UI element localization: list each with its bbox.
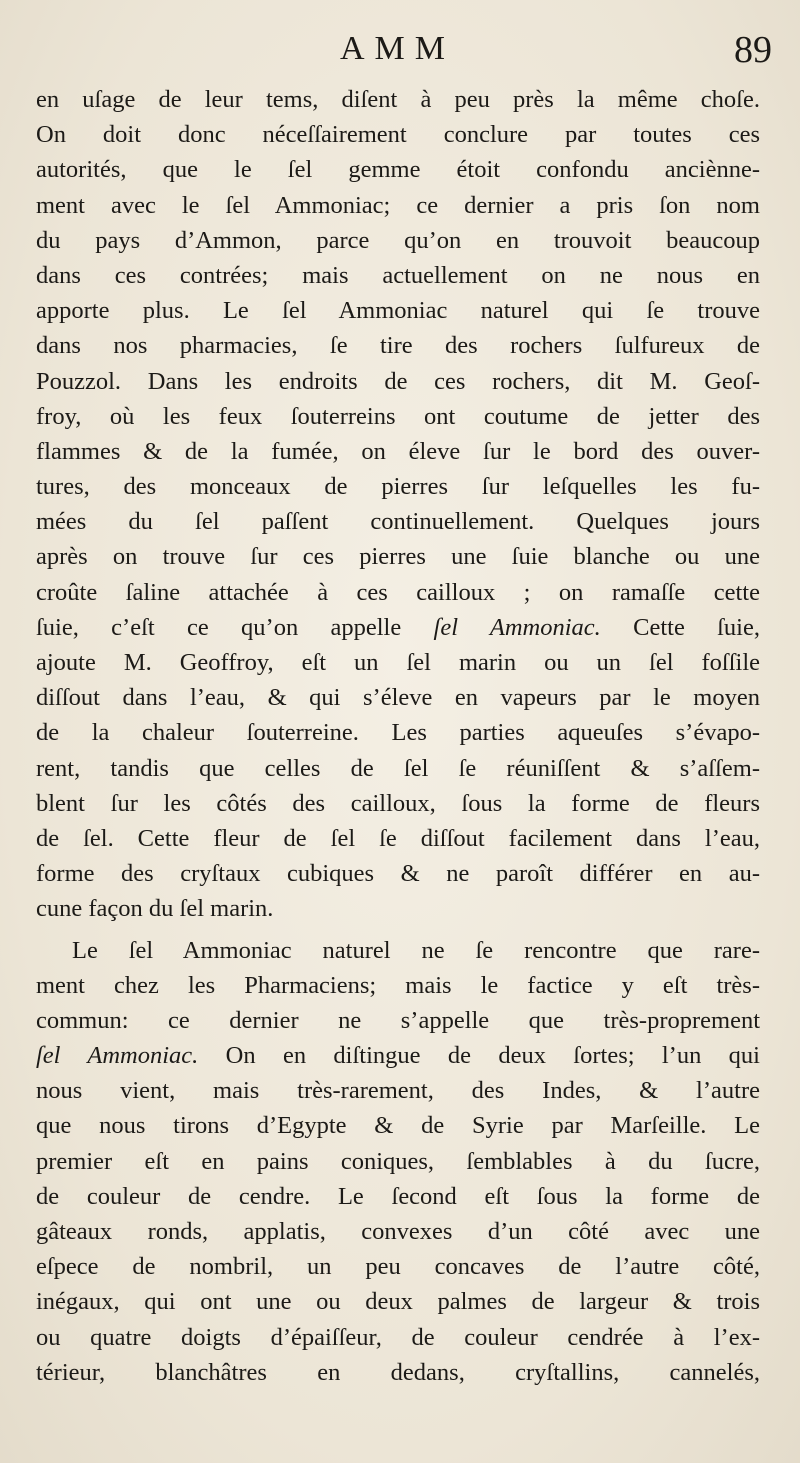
text-line: térieur, blanchâtres en dedans, cryſtallins, cannelés,	[36, 1358, 760, 1386]
text-line: Le ſel Ammoniac naturel ne ſe rencontre que rare-	[72, 936, 760, 964]
text-run: Cette ſuie,	[600, 613, 760, 641]
text-line: diſſout dans l’eau, & qui s’éleve en vapeurs par le moyen	[36, 684, 760, 712]
text-line: dans ces contrées; mais actuellement on ne nous en	[36, 261, 760, 289]
text-line: blent ſur les côtés des cailloux, ſous la forme de fleurs	[36, 789, 760, 817]
paragraph-1	[36, 82, 760, 927]
text-line: en uſage de leur tems, diſent à peu près la même choſe.	[36, 86, 760, 113]
text-line: Pouzzol. Dans les endroits de ces rochers, dit M. Geoſ-	[36, 367, 760, 395]
text-line: forme des cryſtaux cubiques & ne paroît différer en au-	[36, 860, 760, 888]
text-line: rent, tandis que celles de ſel ſe réuniſſent & s’aſſem-	[36, 754, 760, 782]
text-line: autorités, que le ſel gemme étoit confondu anciènne-	[36, 156, 760, 184]
text-run: ſuie, c’eſt ce qu’on appelle	[36, 613, 434, 641]
text-line: ment chez les Pharmaciens; mais le factice y eſt très-	[36, 971, 760, 999]
text-line: nous vient, mais très-rarement, des Indes, & l’autre	[36, 1077, 760, 1105]
text-line: mées du ſel paſſent continuellement. Quelques jours	[36, 508, 760, 536]
text-line: froy, où les feux ſouterreins ont coutume de jetter des	[36, 402, 760, 430]
text-line: premier eſt en pains coniques, ſemblables à du ſucre,	[36, 1147, 760, 1175]
text-line: ajoute M. Geoffroy, eſt un ſel marin ou un ſel foſſile	[36, 649, 760, 676]
italic-term: ſel Ammoniac.	[36, 1042, 199, 1070]
text-line: inégaux, qui ont une ou deux palmes de largeur & trois	[36, 1288, 760, 1316]
text-line: croûte ſaline attachée à ces cailloux ; on ramaſſe cette	[36, 578, 760, 606]
text-line: commun: ce dernier ne s’appelle que très-proprement	[36, 1006, 760, 1034]
text-line: eſpece de nombril, un peu concaves de l’autre côté,	[36, 1253, 760, 1281]
text-line: apporte plus. Le ſel Ammoniac naturel qui ſe trouve	[36, 297, 760, 325]
text-line: dans nos pharmacies, ſe tire des rochers ſulfureux de	[36, 332, 760, 360]
italic-term: ſel Ammoniac.	[433, 613, 601, 641]
text-line: gâteaux ronds, applatis, convexes d’un côté avec une	[36, 1218, 760, 1245]
text-line-with-italic	[36, 610, 760, 645]
text-line: de ſel. Cette fleur de ſel ſe diſſout facilement dans l’eau,	[36, 824, 760, 852]
running-head	[0, 28, 800, 76]
text-line: de couleur de cendre. Le ſecond eſt ſous la forme de	[36, 1182, 760, 1210]
text-line-with-italic	[36, 1038, 760, 1073]
text-line: de la chaleur ſouterreine. Les parties aqueuſes s’évapo-	[36, 719, 760, 747]
text-line: du pays d’Ammon, parce qu’on en trouvoit beaucoup	[36, 226, 760, 254]
text-line: flammes & de la fumée, on éleve ſur le bord des ouver-	[36, 437, 760, 465]
text-line: tures, des monceaux de pierres ſur leſquelles les fu-	[36, 473, 760, 501]
page-number: 89	[734, 29, 772, 71]
paragraph-2	[36, 933, 760, 1390]
text-run: On en diſtingue de deux ſortes; l’un qui	[198, 1042, 760, 1070]
text-line: ment avec le ſel Ammoniac; ce dernier a pris ſon nom	[36, 191, 760, 219]
text-line: On doit donc néceſſairement conclure par toutes ces	[36, 121, 760, 149]
text-line: cune façon du ſel marin.	[36, 895, 274, 923]
text-line: ou quatre doigts d’épaiſſeur, de couleur cendrée à l’ex-	[36, 1323, 760, 1351]
body-text	[36, 82, 760, 1390]
running-head-word: AMM	[340, 30, 456, 67]
text-line: après on trouve ſur ces pierres une ſuie blanche ou une	[36, 543, 760, 571]
text-line: que nous tirons d’Egypte & de Syrie par Marſeille. Le	[36, 1112, 760, 1140]
